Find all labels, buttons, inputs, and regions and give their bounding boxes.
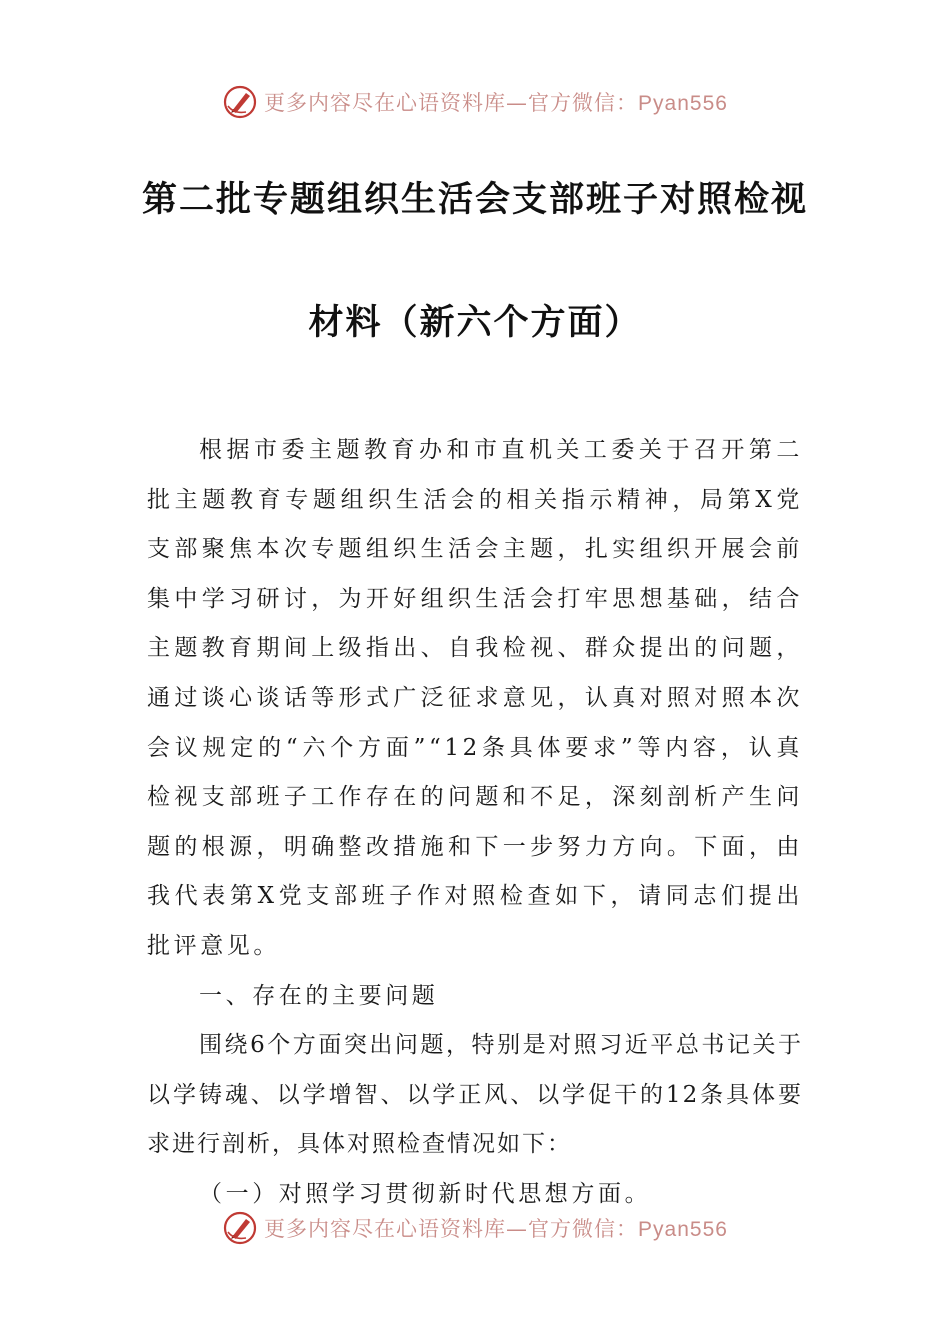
watermark-banner-bottom <box>0 1208 950 1248</box>
fountain-pen-logo-icon <box>222 1210 258 1246</box>
watermark-text: 更多内容尽在心语资料库—官方微信：Pyan556 <box>264 91 728 115</box>
watermark-banner-top <box>0 82 950 122</box>
document-body <box>147 426 803 1220</box>
document-title-line1: 第二批专题组织生活会支部班子对照检视 <box>141 180 808 220</box>
paragraph-intro: 根据市委主题教育办和市直机关工委关于召开第二批主题教育专题组织生活会的相关指示精神，局第X党支部聚焦本次专题组织生活会主题，扎实组织开展会前集中学习研讨，为开好组织生活会打牢思想基础，结合主题教育期间上级指出、自我检视、群众提出的问题，通过谈心谈话等形式广泛征求意见，认真对照对照本次会议规定的“六个方面”“12条具体要求”等内容，认真检视支部班子工作存在的问题和不足，深刻剖析产生问题的根源，明确整改措施和下一步努力方向。下面，由我代表第X党支部班子作对照检查如下，请同志们提出批评意见。 <box>147 437 803 959</box>
subsection-heading-1: （一）对照学习贯彻新时代思想方面。 <box>199 1180 652 1207</box>
fountain-pen-logo-icon <box>222 84 258 120</box>
section-heading-problems: 一、存在的主要问题 <box>199 982 439 1009</box>
paragraph-overview: 围绕6个方面突出问题，特别是对照习近平总书记关于以学铸魂、以学增智、以学正风、以学促干的12条具体要求进行剖析，具体对照检查情况如下： <box>147 1032 803 1158</box>
watermark-text: 更多内容尽在心语资料库—官方微信：Pyan556 <box>264 1217 728 1241</box>
document-title-line2: 材料（新六个方面） <box>308 303 642 343</box>
